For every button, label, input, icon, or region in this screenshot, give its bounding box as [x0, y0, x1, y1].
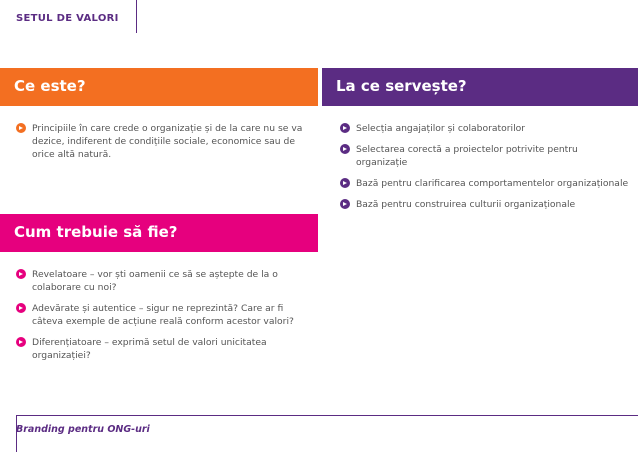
list-item-text: Principiile în care crede o organizație și de la care nu se va dezice, indiferent de condițiile sociale, economice sau de orice altă natură.	[32, 123, 303, 160]
what-list	[16, 122, 306, 169]
page-title: SETUL DE VALORI	[16, 13, 119, 24]
list-item-text: Selectarea corectă a proiectelor potrivite pentru organizație	[356, 144, 578, 168]
section-heading-what: Ce este?	[0, 68, 318, 106]
list-item	[16, 268, 306, 294]
play-arrow-icon	[340, 123, 350, 133]
list-item-text: Adevărate și autentice – sigur ne reprezintă? Care ar fi câteva exemple de acțiune reală conform acestor valori?	[32, 303, 294, 327]
section-heading-purpose: La ce servește?	[322, 68, 638, 106]
play-arrow-icon	[340, 144, 350, 154]
list-item	[340, 143, 630, 169]
play-arrow-icon	[16, 123, 26, 133]
list-item	[16, 302, 306, 328]
list-item-text: Revelatoare – vor ști oamenii ce să se aștepte de la o colaborare cu noi?	[32, 269, 278, 293]
list-item-text: Diferențiatoare – exprimă setul de valori unicitatea organizației?	[32, 337, 267, 361]
play-arrow-icon	[16, 269, 26, 279]
footer-caption: Branding pentru ONG-uri	[16, 424, 150, 435]
footer-divider	[16, 415, 638, 416]
play-arrow-icon	[16, 337, 26, 347]
list-item	[340, 177, 630, 190]
list-item	[340, 198, 630, 211]
header-divider	[136, 0, 137, 33]
section-heading-how: Cum trebuie să fie?	[0, 214, 318, 252]
play-arrow-icon	[340, 199, 350, 209]
how-list	[16, 268, 306, 370]
play-arrow-icon	[340, 178, 350, 188]
list-item-text: Bază pentru clarificarea comportamentelor organizaționale	[356, 178, 629, 189]
list-item	[340, 122, 630, 135]
list-item-text: Selecția angajaților și colaboratorilor	[356, 123, 526, 134]
purpose-list	[340, 122, 630, 219]
list-item-text: Bază pentru construirea culturii organizaționale	[356, 199, 576, 210]
play-arrow-icon	[16, 303, 26, 313]
list-item	[16, 122, 306, 161]
list-item	[16, 336, 306, 362]
